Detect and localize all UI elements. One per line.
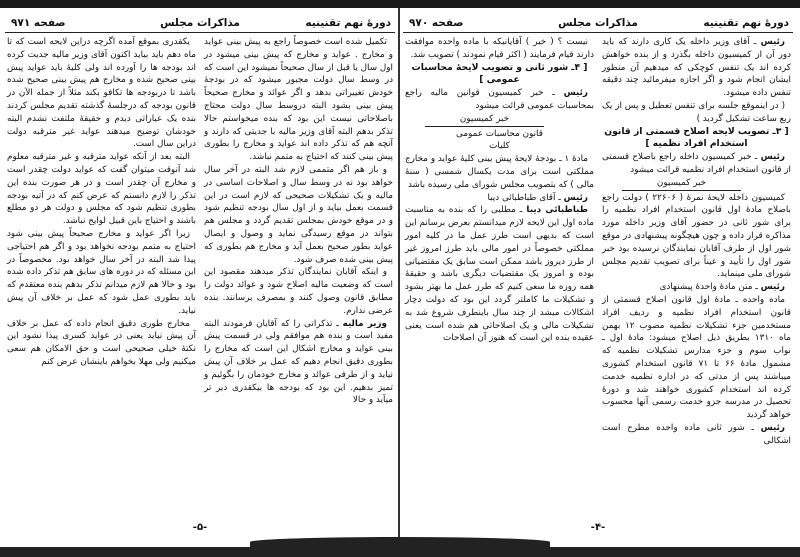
paragraph (7, 36, 196, 151)
speaker-name: رئیس (760, 152, 785, 163)
paragraph-text: ـ آقای طباطبائی دیبا (487, 192, 561, 203)
paragraph (602, 294, 791, 422)
header-title: مذاکرات مجلس (558, 17, 638, 29)
speaker-name: رئیس (563, 192, 588, 203)
left-page (5, 12, 395, 537)
paragraph-text: زیرا اگر عواید و مخارج صحیحاً پیش بینی شود احتیاج به متمم بودجه نخواهد بود و اگر هم احتیاجی پیدا شد البته در آخر سال خواهد بود. مخصوصاً در این مسئله که در دوره های سابق هم تذکر داده شده بود و حالا هم لازم میدانم تذکر بدهم بنده معتقدم که باید بطوری عمل شود که عمل بر خلاف آن پیش نیاید. (7, 228, 196, 316)
paragraph-text: ـ شور ثانی ماده واحده مطرح است اشکالی (602, 422, 791, 446)
page-number: صفحه ۹۷۰ (409, 17, 464, 29)
column (7, 36, 196, 407)
paragraph (204, 318, 393, 408)
paragraph-text: البته بعد از آنکه عواید مترقبه و غیر مترقبه معلوم شد آنوقت میتوان گفت که عواید دولت چقدر است و مخارج آن چقدر است و در هر صورت بنده این تذکر را لازم دانستم که عرض کنم که در آتیه بودجه بطوری تنظیم شود که مجلس و دولت هر دو مطلع باشند و احتیاج باین قبیل لوایح نباشد. (7, 152, 196, 227)
speaker-name: وزیر مالیه (342, 318, 387, 329)
paragraph-text: ( در اینموقع جلسه برای تنفس تعطیل و پس از یک ربع ساعت تشکیل گردید ) (602, 100, 791, 124)
paragraph (405, 153, 594, 191)
speaker-name: رئیس (760, 422, 785, 433)
paragraph-text: تکمیل شده است خصوصاً راجع به پیش بینی عواید و مخارج . عواید و مخارج که پیش بینی میشود در اول سال یا قبل از سال صحیحاً نمیشود این است که در وسط سال دولت مجبور میشود که در بودجهٔ خودش تغییراتی بدهد و اگر عوائد و مخارج صحیحاً پیش بینی بشود البته دروسط سال دولت محتاج باصلاحاتی نیست این بود که بنده میخواستم حالا تذکر بدهم البته آقای وزیر مالیه با جدیتی که دارند و آنچه هم که تذکر داده اند عواید و مخارج را بطوری پیش بینی کنند که احتیاج به متمم نباشد. (204, 37, 393, 163)
paragraph-text: و باز هم اگر متممی لازم شد البته در آخر سال خواهد بود نه در وسط سال و اصلاحات اساسی در مالیه و یک تشکیلات صحیحی که لازم است در این قسمت بعمل بیاید و از اول سال بودجه تنظیم شود و در موقع خودش بمجلس تقدیم گردد و مجلس هم بتواند در موقع رسیدگی نماید و وصول و ایصال عواید بطور صحیح بعمل آید و مخارج هم بطوری که پیش بینی شده صرف شود. (204, 164, 393, 265)
paragraph-text: ماده واحده ـ مادهٔ اول قانون اصلاح قسمتی از قانون استخدام افراد نظمیه و ردیف افراد مستخدمین جزء تشکیلات نظمیه مصوب ۱۲ بهمن ماه ۱۳۱۰ بطریق ذیل اصلاح میشود: مادهٔ اول ـ نواب سوم و جزء مدارس تشکیلات نظمیه که مشمول مادهٔ ۶۶ تا ۷۱ قانون استخدام کشوری میباشند پس از مدتی که در اداره نظمیه خدمت کرده اند استخدام کشوری خواهند شد و دورهٔ تحصیل در مدرسه جزو خدمت رسمی آنها محسوب خواهد گردید (602, 294, 791, 421)
column (602, 36, 791, 448)
speaker-name: رئیس (760, 282, 785, 293)
centered-title: قانون محاسبات عمومی (456, 128, 543, 139)
scan-bottom-edge (0, 543, 800, 557)
text-columns (403, 33, 793, 448)
paragraph-text: کمیسیون داخله لایحهٔ نمرهٔ ( ۲۲۶۰۶ ) دولت راجع باصلاح مادهٔ اول قانون استخدام افراد نظمیه را برای شور ثانی در حضور آقای وزیر داخله مورد مذاکره قرار داده و چون هیچگونه پیشنهادی در موقع شور اول از طرف آقایان نمایندگان نرسیده بود خبر شور اول را تأیید و عیناً برای تصویب تقدیم مجلس شورای ملی مینماید. (602, 192, 791, 280)
volume-label: دورهٔ نهم تقنینیه (305, 17, 391, 29)
paragraph-text: مادهٔ ۱ ـ بودجهٔ لایحهٔ پیش بینی کلیهٔ عواید و مخارج مملکتی است برای مدت یکسال شمسی ( سنهٔ مالی ) که بتصویب مجلس شورای ملی رسیده باشد (405, 154, 594, 190)
subheading: خبر کمیسیون (425, 113, 544, 127)
paragraph-text: ـ خبر کمیسیون قوانین مالیه راجع بمحاسبات عمومی قرائت میشود (405, 88, 594, 111)
paragraph (7, 151, 196, 228)
paragraph-text: ـ تذکراتی را که آقایان فرمودند البته مفید است و بنده هم موافقم ولی در قسمت پیش بینی عواید و مخارج اشکال این است که مخارج را بطوری دقیق انجام دهیم که عمل بر خلاف آن پیش نیاید و از طرفی عوائد و مخارج خودمان را بگوئیم و تمیز بدهیم. این بود که بودجه ها بیکقدری دیر تر میآید و حالا (204, 318, 393, 406)
paragraph (602, 192, 791, 282)
header-title: مذاکرات مجلس (160, 17, 240, 29)
page-spine (398, 8, 400, 543)
text-columns (5, 33, 395, 407)
speaker-name: رئیس (760, 37, 785, 47)
speaker-name: رئیس (563, 88, 588, 99)
centered-title: کلیات (489, 141, 510, 152)
paragraph (405, 36, 594, 62)
column (204, 36, 393, 407)
paragraph (602, 36, 791, 100)
page-footer-number: -۴- (590, 522, 606, 533)
paragraph-text: یکقدری بموقع آمده اگرچه دراین لایحه است که تا ماه دهم باید بیاید اکنون آقای وزیر مالیه جدیت کرده اند بودجه ها را آورده اند ولی کلیهٔ باید عواید پیش بینی صحیح شده و مخارج هم پیش بینی صحیح شده باشد تا دربودجه ها تکافو بکند مثلاً از جمله الآن در قانون بودجه که درجلسهٔ گذشته تقدیم مجلس کردند بنده یک عباراتی دیدم و حقیقهٔ ملتفت نشدم البته خودشان توضیح میدهند عواید غیر مترقبه دولت دراین سال است. (7, 37, 196, 150)
paragraph (405, 204, 594, 345)
paragraph-text: ـ مطلبی را که بنده به مناسبت ماده اول این لایحه لازم میدانستم بعرض برسانم این است که بدیهی است طرز عمل ما در کلیه امور مملکتی خصوصاً در امور مالی باید طرز امروز غیر از طرز دیروز باشد ممکن است سابق یک مقتضیاتی بوده و امروز یک مقتضیات دیگری باشد و حقیقهٔ همه روزه ما سعی کنیم که طرز عمل ما بهتر بشود و تشکیلات ما کاملتر گردد این بود که دولت دچار اشکالات میشد از چند سال باینطرف شروع شد به تشکیلات مالی و یک اصلاحاتی هم شده است یعنی عقیده بنده این است که هنوز آن اصلاحات (405, 205, 594, 344)
paragraph (602, 151, 791, 177)
paragraph-text: و اینکه آقایان نمایندگان تذکر میدهند مقصود این است که وضعیت مالیه اصلاح شود و عوائد دولت را مطابق قانون وصول کنند و بمصرف برسانند. بنده عرضی ندارم. (204, 267, 393, 316)
paragraph (204, 266, 393, 317)
page-header (403, 12, 793, 33)
paragraph-text: ـ آقای وزیر داخله یک کاری دارند که باید دور آن از کمیسیون داخله بگذرد و از بنده خواهش کرده اند یک تنفس کوچکی که میدهیم آن منظور ایشان انجام شود و اگر اجازه میفرمائید چند دقیقه تنفس داده میشود. (602, 37, 791, 99)
paragraph (405, 192, 594, 205)
right-page (403, 12, 793, 537)
paragraph-text: ـ متن مادهٔ واحدهٔ پیشنهادی (659, 282, 758, 293)
page-footer-number: -۵- (192, 522, 208, 533)
scan-top-edge (0, 0, 800, 8)
paragraph (602, 281, 791, 294)
speaker-name: طباطبائی دیبا (526, 205, 588, 216)
paragraph-text: ـ خبر کمیسیون داخله راجع باصلاح قسمتی از قانون استخدام افراد نظمیه قرائت میشود (602, 152, 791, 175)
page-header (5, 12, 395, 33)
paragraph-text: نیست ؟ ( خیر ) آقایانیکه با ماده واحده موافقت دارند قیام فرمایند ( اکثر قیام نمودند ) تصویب شد. (405, 37, 594, 60)
volume-label: دورهٔ نهم تقنینیه (703, 17, 789, 29)
paragraph (7, 318, 196, 369)
paragraph (602, 100, 791, 126)
subheading: خبر کمیسیون (622, 177, 741, 191)
paragraph (204, 164, 393, 266)
paragraph-text: مخارج طوری دقیق انجام داده که عمل بر خلاف آن پیش نیاید یعنی در عواید کسری پیدا نشود این نکتهٔ خیلی صحیحی است و حق الامکان هم سعی میکنیم ولی مهلا بخواهم باینشان عرض کنم (7, 318, 196, 367)
paragraph (602, 422, 791, 448)
page-number: صفحه ۹۷۱ (11, 17, 66, 29)
column (405, 36, 594, 448)
section-heading: [ ۴ـ شور ثانی و تصویب لایحهٔ محاسبات عمومی ] (411, 61, 588, 86)
paragraph (7, 228, 196, 318)
section-heading: [ ۳ـ تصویب لایحه اصلاح قسمتی از قانون استخدام افراد نظمیه ] (604, 125, 789, 150)
paragraph (204, 36, 393, 164)
paragraph (405, 87, 594, 113)
